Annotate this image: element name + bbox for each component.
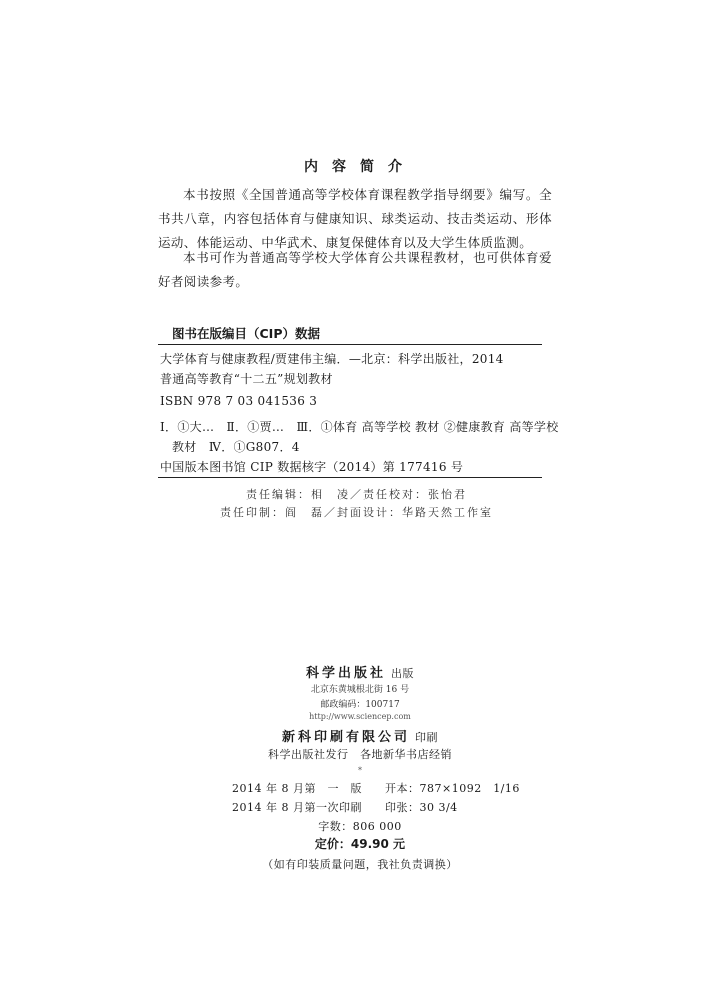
- cip-line-classification-2: 教材 Ⅳ．①G807．4: [172, 440, 300, 454]
- publisher-address: 北京东黄城根北街 16 号: [310, 685, 410, 695]
- printer-line: [0, 726, 720, 745]
- cip-line-2: 普通高等教育“十二五”规划教材: [160, 372, 333, 386]
- printer-suffix: 印刷: [415, 731, 439, 744]
- publisher-suffix: 出版: [391, 667, 415, 680]
- cip-line-number: 中国版本图书馆 CIP 数据核字（2014）第 177416 号: [160, 460, 464, 474]
- summary-paragraph-1: 本书按照《全国普通高等学校体育课程教学指导纲要》编写。全书共八章，内容包括体育与健康知识、球类运动、技击类运动、形体运动、体能运动、中华武术、康复保健体育以及大学生体质监测。: [158, 187, 552, 250]
- cip-bottom-rule: [158, 477, 542, 478]
- cip-line-classification-1: Ⅰ．①大… Ⅱ．①贾… Ⅲ．①体育 高等学校 教材 ②健康教育 高等学校: [160, 420, 559, 434]
- cip-line-isbn: ISBN 978 7 03 041536 3: [160, 394, 318, 408]
- distribution-line: 科学出版社发行 各地新华书店经销: [268, 748, 452, 761]
- cip-title: 图书在版编目（CIP）数据: [172, 326, 320, 341]
- publisher-line: [0, 662, 720, 681]
- printing-line: 2014 年 8 月第一次印刷 印张：30 3/4: [232, 801, 458, 814]
- price: 定价：49.90 元: [314, 837, 406, 851]
- credits-line-2: 责任印制：阎 磊／封面设计：华路天然工作室: [220, 506, 493, 519]
- quality-notice: （如有印装质量问题，我社负责调换）: [262, 858, 458, 871]
- summary-paragraph-2: 本书可作为普通高等学校大学体育公共课程教材，也可供体育爱好者阅读参考。: [158, 250, 552, 289]
- separator-star: *: [358, 766, 362, 775]
- cip-line-1: 大学体育与健康教程/贾建伟主编．—北京：科学出版社，2014: [160, 352, 504, 366]
- printer-name: 新科印刷有限公司: [281, 730, 410, 745]
- credits-line-1: 责任编辑：相 凌／责任校对：张怡君: [246, 488, 467, 501]
- publisher-postcode: 邮政编码：100717: [320, 700, 400, 710]
- publisher-website: http://www.sciencep.com: [309, 712, 411, 721]
- summary-title: 内容简介: [304, 159, 416, 175]
- word-count: 字数：806 000: [318, 820, 402, 833]
- edition-line: 2014 年 8 月第 一 版 开本：787×1092 1/16: [232, 782, 520, 795]
- publisher-name: 科学出版社: [305, 666, 386, 681]
- cip-top-rule: [158, 344, 542, 345]
